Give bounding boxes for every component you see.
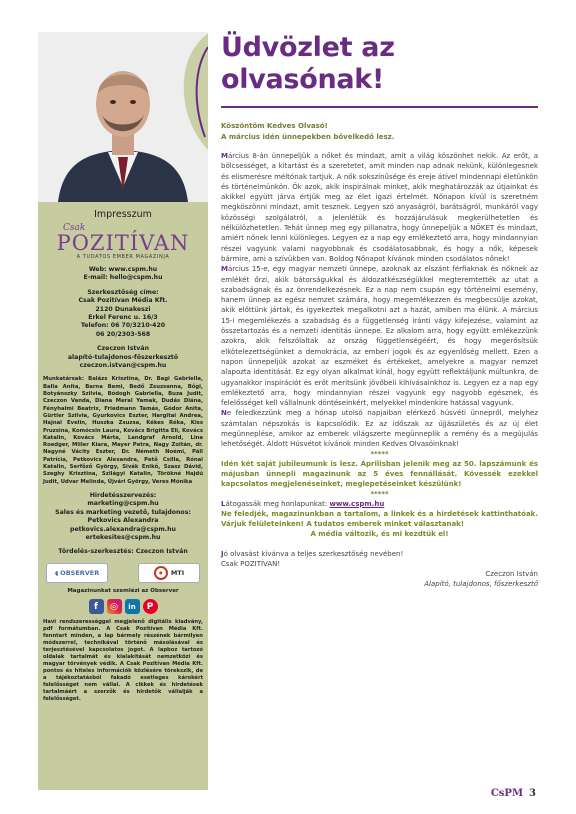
website-link[interactable]: www.cspm.hu (329, 499, 385, 508)
facebook-icon[interactable]: f (89, 599, 104, 614)
ads-line: Petkovics Alexandra (87, 517, 159, 525)
ads-title: Hirdetésszervezés: (89, 491, 157, 499)
editor-email[interactable]: czeczon.istvan@cspm.hu (79, 362, 167, 370)
impressum-box (38, 202, 208, 790)
linkedin-icon[interactable]: in (125, 599, 140, 614)
email-link[interactable]: E-mail: hello@cspm.hu (83, 274, 163, 282)
motto: A média változik, és mi kezdtük el! (310, 530, 449, 539)
address-line: Erkel Ferenc u. 16/3 (88, 314, 158, 322)
pinterest-icon[interactable]: P (143, 599, 158, 614)
decorative-curve-icon (150, 32, 208, 152)
sidebar (38, 32, 208, 790)
logo-tagline: A TUDATOS EMBER MAGAZINJA (76, 254, 170, 260)
ads-line: Sales és marketing vezető, tulajdonos: (55, 508, 191, 516)
closing-line-2: Csak POZITÍVAN! (221, 559, 281, 568)
address-line: Szerkesztőség címe: (87, 288, 159, 296)
editor-role: alapító-tulajdonos-főszerkesztő (67, 353, 179, 361)
greeting-line: Köszöntöm Kedves Olvasó! (221, 122, 328, 130)
ads-line[interactable]: petkovics.alexandra@cspm.hu (70, 525, 176, 533)
social-icons (43, 599, 203, 614)
address-line: 2120 Dunakeszi (95, 305, 151, 313)
editor-name: Czeczon István (97, 345, 149, 353)
logo-big-text: POZITÍVAN (56, 231, 190, 255)
ads-line[interactable]: ertekesites@cspm.hu (85, 533, 161, 541)
page-footer (491, 788, 536, 799)
jubilee-note: Idén két saját jubileumunk is lesz. Áprilisban jelenik meg az 50. lapszámunk és májusban ünnepli magazinunk az 5 éves fennállását. Kövessék ezekkel kapcsolatos megjelenéseinket, meglepetéseinket készülünk! (221, 459, 538, 489)
article-paragraph: Ne feledkezzünk meg a hónap utolsó napjaiban elérkező húsvéti ünnepről, melyhez számtalan népszokás is kapcsolódik. Ez az időszak az újjászületés és az új élet megünneplése, amikor az emberek világszerte megünneplik a remény és a megújulás lehetőségét. Áldott Húsvétot kívánok minden Kedves Olvasóinknak! (221, 409, 538, 449)
legal-notice: Havi rendszerességgel megjelenő digitális kiadvány, pdf formátumban. A Csak Pozitívan Média Kft. fenntart minden, a lap bármely részének bármilyen módszerrel, technikával történő másolásával és terjesztésével kapcsolatos jogot. A lapboz tartozó oldalak tartalmát és kialakítását nemzetközi és magyar törvények védik. A Csak Pozitívan Média Kft. pontos és hiteles információk közlésére törekszik, de a tájékoztatásból fakadó esetleges károkért felelősséget nem vállal. A cikkek és hirdetések tartalmáért a szerzők és hirdetők vállalják a felelősséget. (43, 619, 203, 703)
signature-role: Alapító, tulajdonos, főszerkesztő (424, 580, 538, 589)
address-line: Csak Pozitívan Média Kft. (78, 297, 168, 305)
separator-stars: ***** (370, 449, 389, 458)
article-paragraph: Március 15-e, egy magyar nemzeti ünnepe, azoknak az elszánt férfiaknak és nőknek az emlékét őrzi, akik bátorságukkal és áldozatkészségükkel megteremtették az utat a szabadságnak és az önrendelkezésnek. Ez a nap nem csupán egy történelmi esemény, hanem ünnep az egész nemzet számára, hogy megemlékezzen és megbecsülje azokat, akik előttünk jártak, és igyekeztek megalkotni azt a hazát, amiben ma élünk. A március 15-i megemlékezés a szabadság és a függetlenség iránti vágy kifejezése, valamint az összetartozás és a nemzeti identitás ünnepe. Ez alkalom arra, hogy együtt emlékezzünk azokra, akik felszólaltak az ország függetlenségéért, és hogy megerősítsük elkötelezettségünket a demokrácia, az emberi jogok és az egyenlőség mellett. Ezen a napon ünnepeljük azokat az eszméket és értékeket, amelyekre a magyar nemzet alapozta identitását. Ez egy olyan alkalmat kínál, hogy együtt reflektáljunk múltunkra, de ugyanakkor inspirációt és erőt merítsünk jövőbeli kihívásainkhoz is. Legyen ez a nap egy emlékeztető arra, hogy mindannyian részei vagyunk egy nagyobb egésznek, és felelősséget kell vállalnunk döntéseinkért, melyekkel mindenkire hatással vagyunk. (221, 265, 538, 408)
signature-name: Czeczon István (485, 569, 538, 578)
main-article (221, 32, 538, 590)
title-divider (221, 106, 538, 108)
observer-icon: ◖ (54, 568, 59, 577)
footer-magazine: CsPM (490, 788, 524, 799)
separator-stars: ***** (370, 489, 389, 498)
article-paragraph: Március 8-án ünnepeljük a nőket és mindazt, amit a világ köszönhet nekik. Az erőt, a bölcsességet, a kitartást és a szeretetet, amit minden nap adnak nekünk, különlegesnek és elismerésre méltónak tartjuk. A nők sokszínűsége és ereje átível mindennapi életünkön és történelmünkön. Ők azok, akik inspirálnak minket, akik meghatározzák az útjainkat és akikkel együtt járva értjük meg az élet igazi értelmét. Nőnapon kívül is szeretném megköszönni mindazt, amit tesznek. Legyen szó anyaságról, barátságról, munkáról vagy közösségi szolgálatról, a jelenlétük és hozzájárulásuk megkerülhetetlen és nélkülözhetetlen. Tehát ünnep meg egy pillanatra, hogy ünnepeljük a NŐKET és mindazt, amiért nőnek lenni különleges. Legyen ez a nap egy emlékeztető arra, hogy mindannyian részei vagyunk valami nagyobbnak és csodálatosabbnak, és hogy a nők, képesek bármire, ami a szívükben van. Boldog Nőnapot kívánok minden csodálatos nőnek! (221, 152, 538, 263)
partner-badges (43, 563, 203, 583)
instagram-icon[interactable]: ◎ (107, 599, 122, 614)
phone-line: Telefon: 06 70/3210-420 (80, 322, 166, 330)
phone-line: 06 20/2303-568 (95, 330, 151, 338)
page-number: 3 (529, 788, 536, 799)
observer-note: Magazinunkat szemlézi az Observer (67, 587, 179, 594)
closing-line: Jó olvasást kívánva a teljes szerkesztőség nevében! (221, 549, 404, 558)
greeting-line: A március idén ünnepekben bővelkedő lesz. (221, 133, 395, 141)
staff-list: Munkatársak: Balázs Krisztina, Dr. Bagi Gabriella, Balla Anita, Barna Bemi, Bedő Zsuzsanna, Bőgi, Botyánszky Szilvia, Bódogh Gabriella, Buza Judit, Czeczon Vanda, Diana Meral Yamak, Dudás Diána, Fényhalmi Beatrix, Friedmann Tamás, Gódor Anita, Gürtler Szilvia, Gyurkovics Eszter, Hargitai Andrea, Hajnal Evelin, Huszka Zsuzsa, Kékes Réka, Kiss Fruzsina, Komócsin Laura, Kovács Brigitta Eli, Kovács Katalin, Kovács Márta, Landgraf Arnold, Lina Roedger, Miller Kiara, Mayer Petra, Nagy Zoltán, dr. Nagyné Vácity Eszter, Dr. Németh Noémi, Páll Patrícia, Petkovics Alexandra, Pető Csilla, Rónai Katalin, Serfőző György, Sivák Enikő, Szasz Dávid, Szeghy Krisztina, Szilágyi Katalin, Törökné Hajdú Judit, Udvar Melinda, Újvári György, Veres Mónika (43, 376, 203, 485)
visit-line: Látogassák meg honlapunkat: www.cspm.hu (221, 499, 385, 508)
mti-icon: ● (154, 566, 168, 580)
page-title: Üdvözlet az olvasónak! (221, 32, 395, 95)
mti-badge[interactable]: ● MTI (138, 563, 200, 583)
impressum-title: Impresszum (94, 209, 152, 220)
author-photo (38, 32, 208, 202)
ads-line[interactable]: marketing@cspm.hu (87, 500, 159, 508)
logo-small-text: Csak (63, 223, 86, 233)
observer-badge[interactable]: ◖ OBSERVER (46, 563, 108, 583)
visit-more: Ne feledjék, magazinunkban a tartalom, a linkek és a hirdetések kattinthatóak. Várjuk felületeinken! A tudatos emberek minket választanak! (221, 509, 538, 529)
layout-credit: Tördelés-szerkesztés: Czeczon István (58, 548, 188, 556)
web-link[interactable]: Web: www.cspm.hu (88, 266, 158, 273)
magazine-logo (43, 223, 203, 260)
